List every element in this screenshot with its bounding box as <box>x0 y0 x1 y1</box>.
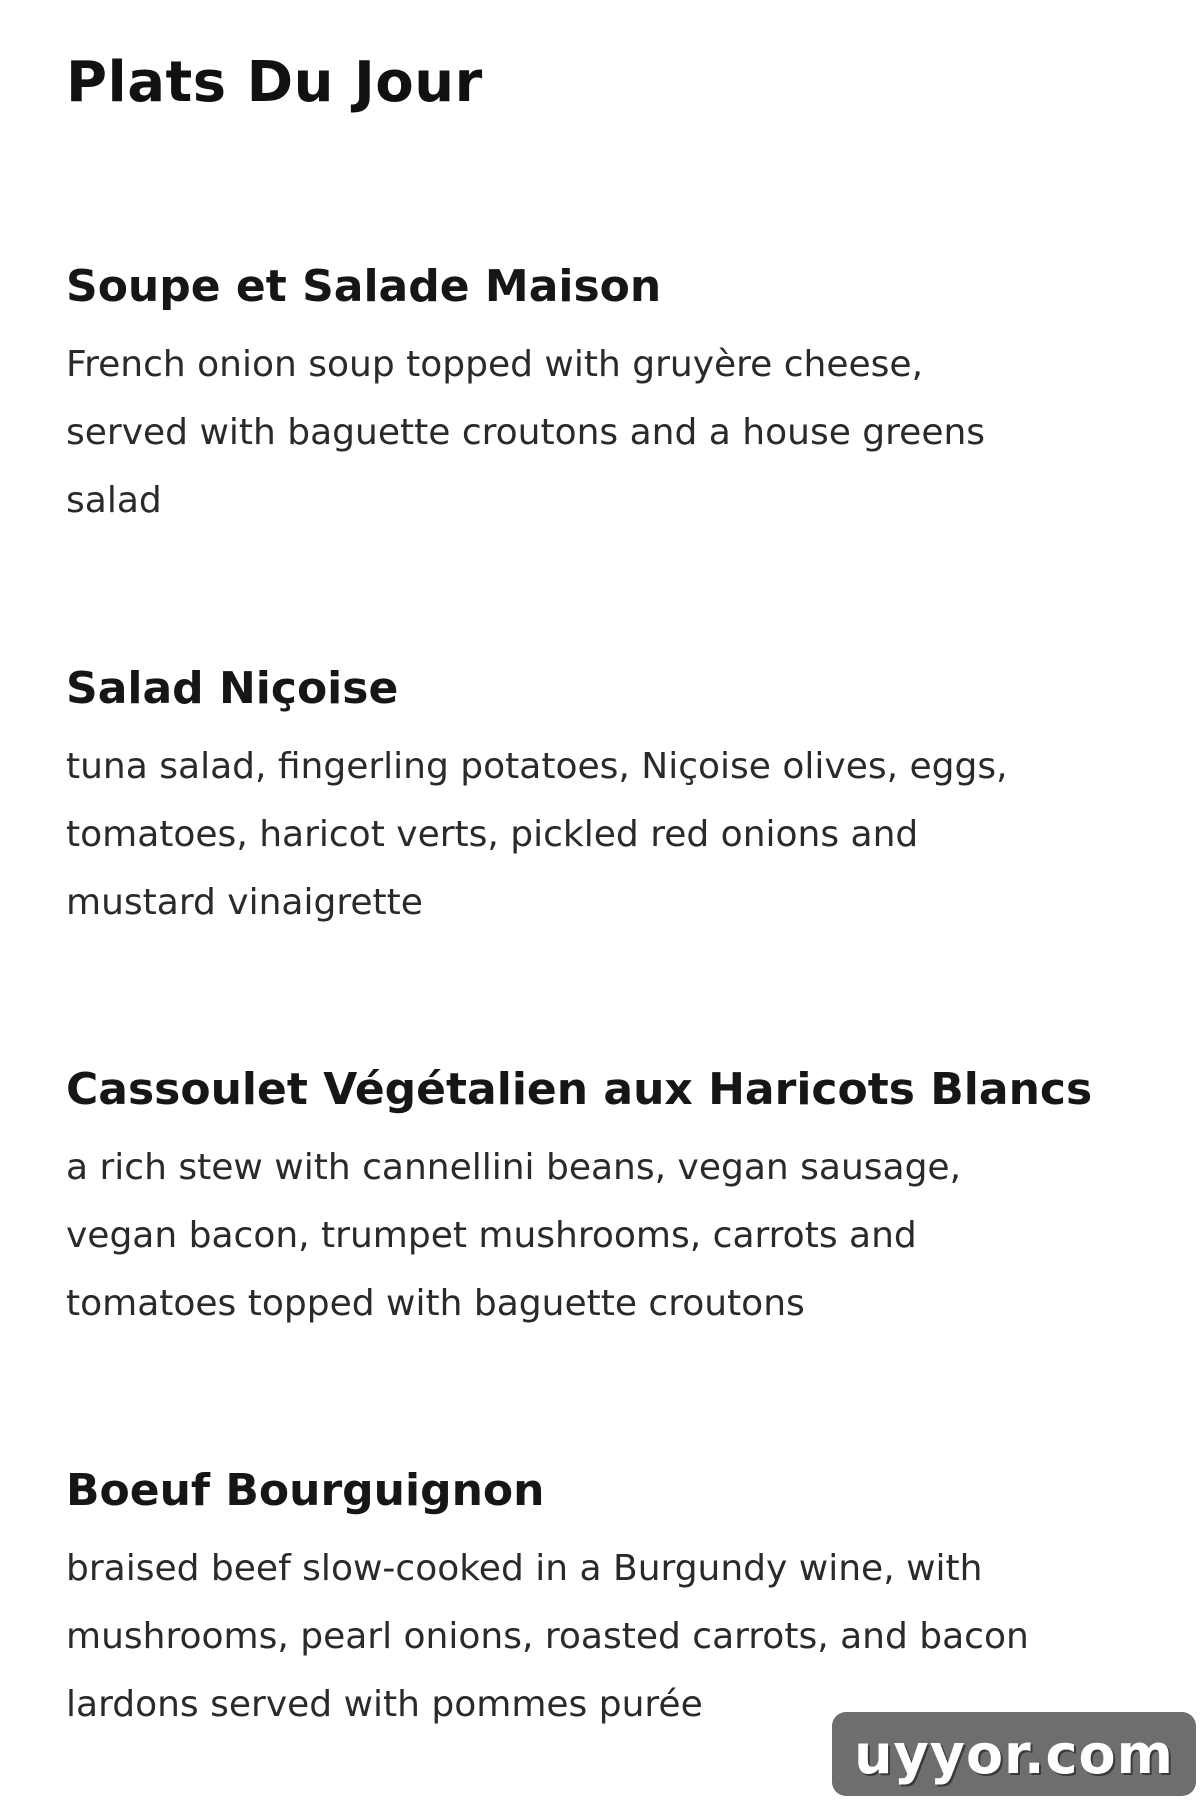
description-line: mushrooms, pearl onions, roasted carrots, and bacon <box>66 1615 1029 1657</box>
description-line: a rich stew with cannellini beans, vegan sausage, <box>66 1146 962 1188</box>
page-title: Plats Du Jour <box>66 50 483 115</box>
description-line: salad <box>66 479 162 521</box>
watermark-text: uyyor.com <box>854 1722 1174 1786</box>
menu-item-name: Salad Niçoise <box>66 663 399 714</box>
menu-item-soupe-salade <box>66 262 1126 535</box>
menu-item-description <box>66 1535 1126 1739</box>
menu-item-name: Cassoulet Végétalien aux Haricots Blancs <box>66 1064 1093 1115</box>
description-line: French onion soup topped with gruyère cheese, <box>66 343 924 385</box>
description-line: mustard vinaigrette <box>66 881 423 923</box>
description-line: tomatoes topped with baguette croutons <box>66 1282 805 1324</box>
menu-item-name: Boeuf Bourguignon <box>66 1465 545 1516</box>
description-line: lardons served with pommes purée <box>66 1683 703 1725</box>
description-line: tuna salad, fingerling potatoes, Niçoise olives, eggs, <box>66 745 1008 787</box>
menu-item-description <box>66 331 1126 535</box>
description-line: vegan bacon, trumpet mushrooms, carrots and <box>66 1214 917 1256</box>
menu-item-salad-nicoise <box>66 664 1126 937</box>
menu-item-name: Soupe et Salade Maison <box>66 261 662 312</box>
menu-item-boeuf-bourguignon <box>66 1466 1126 1739</box>
menu-item-description <box>66 733 1126 937</box>
description-line: served with baguette croutons and a house greens <box>66 411 986 453</box>
menu-item-cassoulet <box>66 1065 1126 1338</box>
description-line: braised beef slow-cooked in a Burgundy wine, with <box>66 1547 983 1589</box>
menu-item-description <box>66 1134 1126 1338</box>
description-line: tomatoes, haricot verts, pickled red onions and <box>66 813 919 855</box>
watermark-badge <box>832 1712 1196 1796</box>
